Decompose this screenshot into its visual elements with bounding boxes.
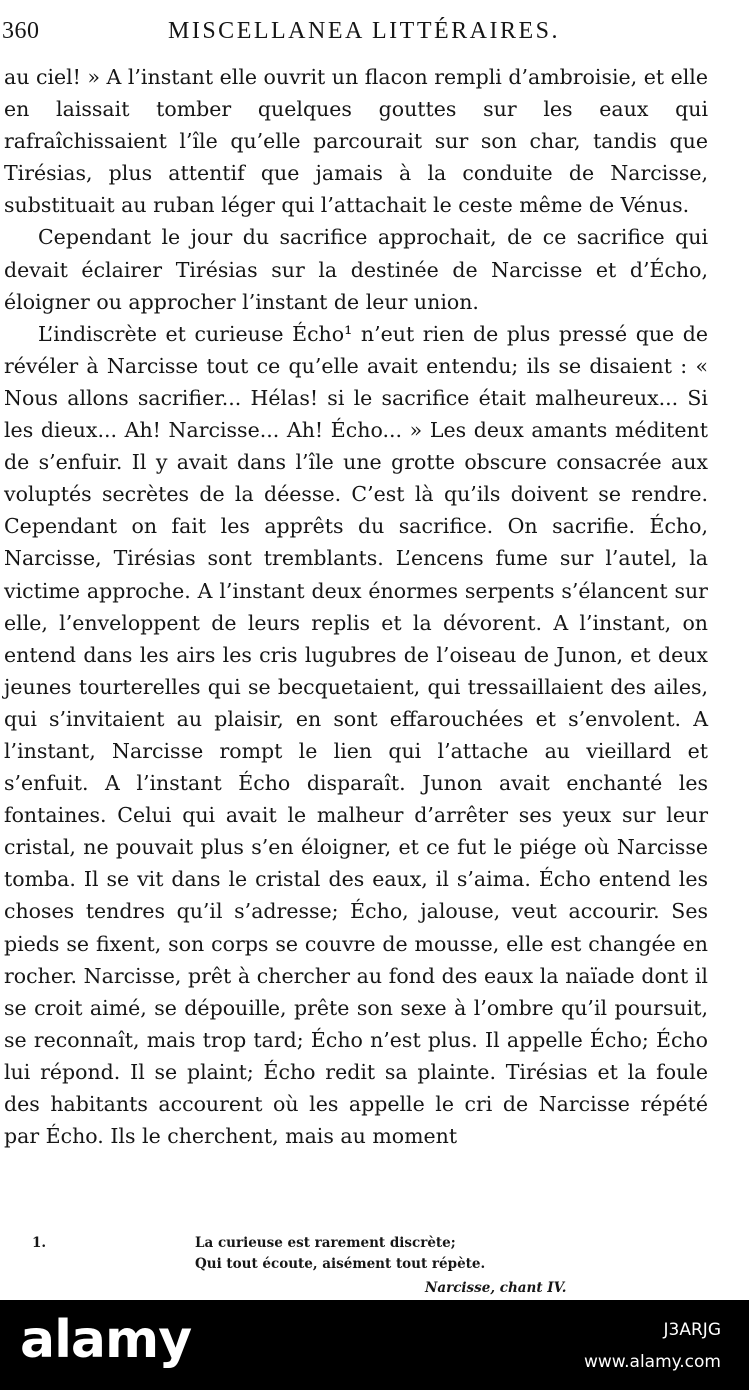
footnote-verse-line: Qui tout écoute, aisément tout répète. <box>195 1256 486 1272</box>
stock-banner <box>0 1300 749 1390</box>
footnote-number: 1. <box>32 1235 47 1251</box>
image-id: J3ARJG <box>663 1320 721 1340</box>
banner-url: www.alamy.com <box>583 1352 721 1372</box>
paragraph: au ciel! » A l’instant elle ouvrit un flacon rempli d’ambroisie, et elle en laissait tomber quelques gouttes sur les eaux qui rafraîchissaient l’île qu’elle parcourait sur son char, tandis que Tirésias, plus attentif que jamais à la conduite de Narcisse, substituait au ruban léger qui l’attachait le ceste même de Vénus. <box>4 65 708 218</box>
page-header <box>0 18 749 48</box>
page-number: 360 <box>2 18 40 44</box>
footnote-verse-line: La curieuse est rarement discrète; <box>195 1235 456 1251</box>
alamy-logo: alamy <box>20 1310 192 1370</box>
running-head: MISCELLANEA LITTÉRAIRES. <box>168 18 560 44</box>
body-text <box>4 61 708 1152</box>
footnote-source: Narcisse, chant IV. <box>425 1280 567 1296</box>
paragraph: L’indiscrète et curieuse Écho¹ n’eut rien de plus pressé que de révéler à Narcisse tout ce qu’elle avait entendu; ils se disaient : « Nous allons sacrifier... Hélas! si le sacrifice était malheureux... Si les dieux... Ah! Narcisse... Ah! Écho... » Les deux amants méditent de s’enfuir. Il y avait dans l’île une grotte obscure consacrée aux voluptés secrètes de la déesse. C’est là qu’ils doivent se rendre. Cependant on fait les apprêts du sacrifice. On sacrifie. Écho, Narcisse, Tirésias sont tremblants. L’encens fume sur l’autel, la victime approche. A l’instant deux énormes serpents s’élancent sur elle, l’enveloppent de leurs replis et la dévorent. A l’instant, on entend dans les airs les cris lugubres de l’oiseau de Junon, et deux jeunes tourterelles qui se becquetaient, qui tressaillaient des ailes, qui s’invitaient au plaisir, en sont effarouchées et s’envolent. A l’instant, Narcisse rompt le lien qui l’attache au vieillard et s’enfuit. A l’instant Écho disparaît. Junon avait enchanté les fontaines. Celui qui avait le malheur d’arrêter ses yeux sur leur cristal, ne pouvait plus s’en éloigner, et ce fut le piége où Narcisse tomba. Il se vit dans le cristal des eaux, il s’aima. Écho entend les choses tendres qu’il s’adresse; Écho, jalouse, veut accourir. Ses pieds se fixent, son corps se couvre de mousse, elle est changée en rocher. Narcisse, prêt à chercher au fond des eaux la naïade dont il se croit aimé, se dépouille, prête son sexe à l’ombre qu’il poursuit, se reconnaît, mais trop tard; Écho n’est plus. Il appelle Écho; Écho lui répond. Il se plaint; Écho redit sa plainte. Tirésias et la foule des habitants accourent où les appelle le cri de Narcisse répété par Écho. Ils le cherchent, mais au moment <box>4 321 708 1149</box>
paragraph: Cependant le jour du sacrifice approchait, de ce sacrifice qui devait éclairer Tirésias sur la destinée de Narcisse et d’Écho, éloigner ou approcher l’instant de leur union. <box>4 225 708 314</box>
